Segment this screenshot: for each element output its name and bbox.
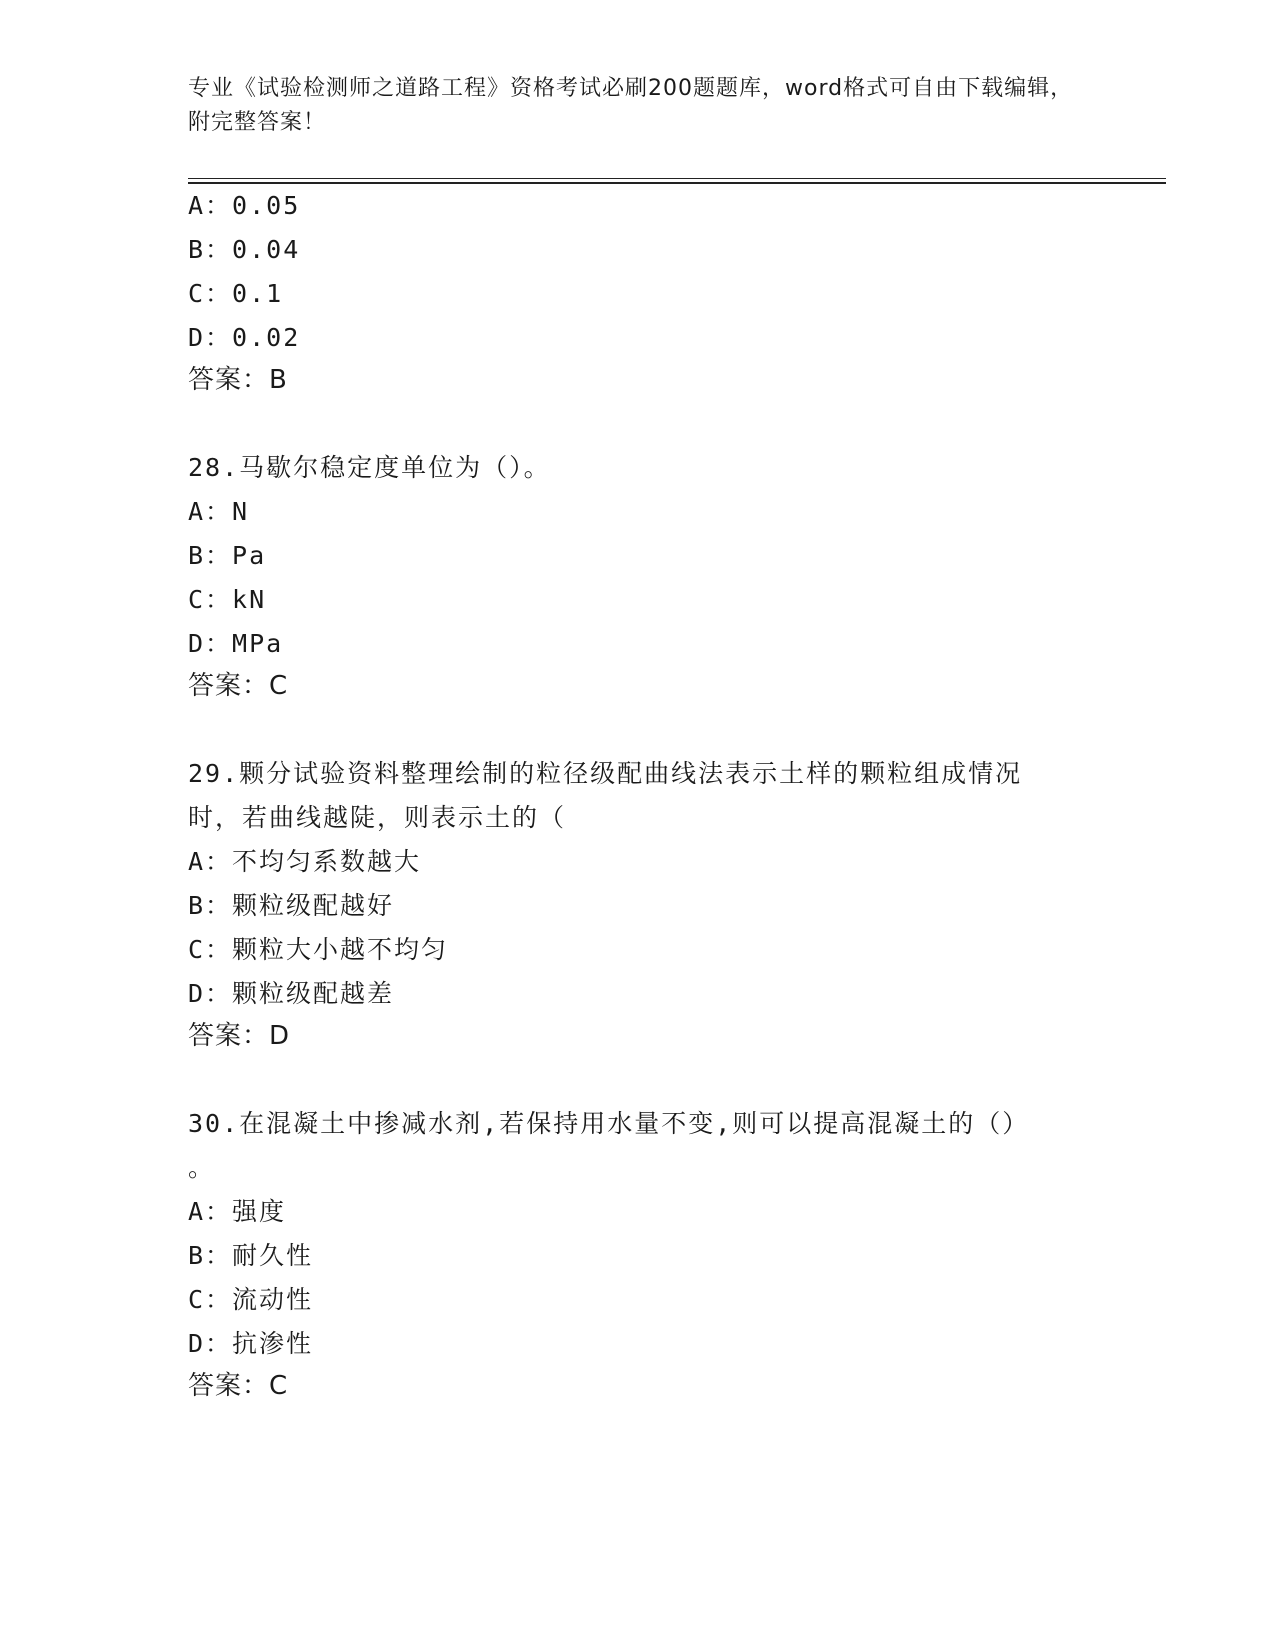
q29-question-line2: 时，若曲线越陡，则表示土的（ xyxy=(188,803,567,832)
q30-answer: 答案：C xyxy=(188,1371,289,1401)
header-divider-thin xyxy=(188,178,1166,179)
q29-option-d: D：颗粒级配越差 xyxy=(188,979,395,1008)
q29-option-c: C：颗粒大小越不均匀 xyxy=(188,935,449,964)
q30-option-c: C：流动性 xyxy=(188,1285,314,1314)
q27-option-d: D：0.02 xyxy=(188,323,301,352)
document-title: 专业《试验检测师之道路工程》资格考试必刷200题题库，word格式可自由下载编辑，附完整答案！ xyxy=(188,76,1074,135)
q28-answer: 答案：C xyxy=(188,671,289,701)
q27-option-c: C：0.1 xyxy=(188,279,284,308)
q30-question-line1: 30.在混凝土中掺减水剂,若保持用水量不变,则可以提高混凝土的（） xyxy=(188,1109,1030,1138)
q28-question: 28.马歇尔稳定度单位为（）。 xyxy=(188,453,551,482)
q28-option-b: B：Pa xyxy=(188,541,267,570)
q30-question-line2: 。 xyxy=(188,1153,216,1182)
q29-question-line1: 29.颗分试验资料整理绘制的粒径级配曲线法表示土样的颗粒组成情况 xyxy=(188,759,1023,788)
q29-option-a: A：不均匀系数越大 xyxy=(188,847,422,876)
q28-option-c: C：kN xyxy=(188,585,267,614)
q30-option-b: B：耐久性 xyxy=(188,1241,314,1270)
q27-option-b: B：0.04 xyxy=(188,235,301,264)
header-divider-thick xyxy=(188,182,1166,184)
q28-option-a: A：N xyxy=(188,497,250,526)
q29-option-b: B：颗粒级配越好 xyxy=(188,891,395,920)
q30-option-d: D：抗渗性 xyxy=(188,1329,314,1358)
q29-answer: 答案：D xyxy=(188,1021,291,1051)
q27-answer: 答案：B xyxy=(188,365,288,395)
q27-option-a: A：0.05 xyxy=(188,191,301,220)
q28-option-d: D：MPa xyxy=(188,629,284,658)
q30-option-a: A：强度 xyxy=(188,1197,287,1226)
